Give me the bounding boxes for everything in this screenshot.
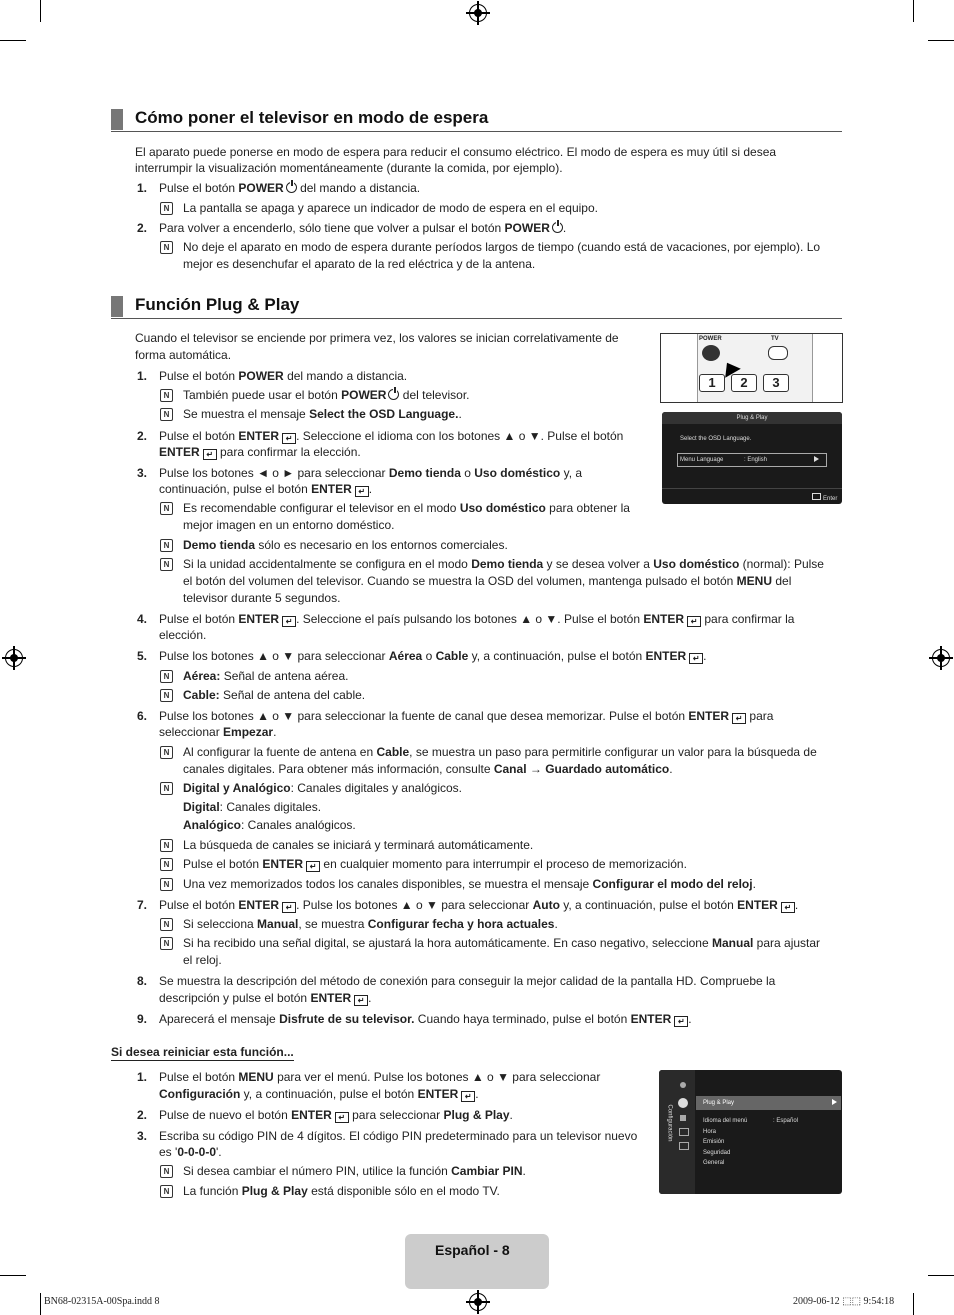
note-icon: N xyxy=(160,502,173,515)
registration-mark-icon xyxy=(469,4,487,22)
step-text: continuación, pulse el botón ENTER ↵ . xyxy=(159,482,373,496)
enter-icon: ↵ xyxy=(674,1016,688,1027)
menu-item-label: Plug & Play xyxy=(703,1100,735,1106)
step-number: 3. xyxy=(137,466,148,480)
note-text: Es recomendable configurar el televisor en el modo Uso doméstico para obtener la xyxy=(183,501,630,515)
step-text: seleccionar Empezar. xyxy=(159,725,277,739)
enter-icon: ↵ xyxy=(781,902,795,913)
note-icon: N xyxy=(160,1165,173,1178)
enter-icon: ↵ xyxy=(461,1091,475,1102)
note-text: Analógico: Canales analógicos. xyxy=(183,818,356,832)
key-1: 1 xyxy=(699,374,725,392)
input-icon xyxy=(679,1142,689,1150)
note-text: el reloj. xyxy=(183,953,222,967)
note-icon: N xyxy=(160,918,173,931)
crop-mark xyxy=(928,40,954,41)
note-text: Cable: Señal de antena del cable. xyxy=(183,688,366,702)
note-icon: N xyxy=(160,1185,173,1198)
crop-mark xyxy=(928,1275,954,1276)
note-text: el botón del volumen del televisor. Cuando se muestra la OSD del volumen, mantenga pulsado el botón MENU del xyxy=(183,574,792,588)
note-icon: N xyxy=(160,746,173,759)
note-text: Pulse el botón ENTER ↵ en cualquier momento para interrumpir el proceso de memorización. xyxy=(183,857,687,871)
note-icon: N xyxy=(160,937,173,950)
note-text: mejor imagen en un entorno doméstico. xyxy=(183,518,395,532)
paragraph: El aparato puede ponerse en modo de espera para reducir el consumo eléctrico. El modo de espera es muy útil si desea xyxy=(135,145,777,159)
power-icon xyxy=(286,182,297,193)
section-title: Función Plug & Play xyxy=(135,295,300,314)
note-icon: N xyxy=(160,782,173,795)
section-title: Cómo poner el televisor en modo de espera xyxy=(135,108,489,127)
power-icon xyxy=(552,222,563,233)
step-text: Pulse el botón MENU para ver el menú. Pulse los botones ▲ o ▼ para seleccionar xyxy=(159,1070,601,1084)
registration-mark-icon xyxy=(469,1293,487,1311)
enter-icon: ↵ xyxy=(335,1112,349,1123)
osd-label: Menu Language xyxy=(680,457,724,463)
note-text: Aérea: Señal de antena aérea. xyxy=(183,669,349,683)
menu-item-general[interactable]: General xyxy=(703,1160,725,1166)
step-number: 1. xyxy=(137,181,148,195)
step-text: Para volver a encenderlo, sólo tiene que volver a pulsar el botón POWER . xyxy=(159,221,567,235)
step-text: Pulse el botón POWER del mando a distancia. xyxy=(159,369,408,383)
arrow-right-icon xyxy=(832,1099,837,1105)
step-number: 6. xyxy=(137,709,148,723)
key-3: 3 xyxy=(763,374,789,392)
paragraph: Cuando el televisor se enciende por primera vez, los valores se inician correlativamente de xyxy=(135,331,619,345)
menu-item-language[interactable]: Idioma del menú xyxy=(703,1118,748,1124)
note-text: Al configurar la fuente de antena en Cable, se muestra un paso para permitirle configurar un valor para la búsqueda de xyxy=(183,745,817,759)
note-text: También puede usar el botón POWER del televisor. xyxy=(183,388,470,402)
crop-mark xyxy=(40,1293,41,1315)
step-text: Pulse el botón ENTER ↵ . Seleccione el idioma con los botones ▲ o ▼. Pulse el botón xyxy=(159,429,624,443)
note-icon: N xyxy=(160,539,173,552)
menu-item-value: : Español xyxy=(773,1118,799,1124)
step-number: 9. xyxy=(137,1012,148,1026)
step-number: 4. xyxy=(137,612,148,626)
paragraph: forma automática. xyxy=(135,348,232,362)
enter-icon: ↵ xyxy=(282,902,296,913)
paragraph: interrumpir la visualización momentáneamente (durante la comida, por ejemplo). xyxy=(135,161,563,175)
note-icon: N xyxy=(160,558,173,571)
note-icon: N xyxy=(160,858,173,871)
note-text: Digital: Canales digitales. xyxy=(183,800,322,814)
osd-enter-hint: Enter xyxy=(812,493,837,502)
osd-sidebar-label: Configuración xyxy=(666,1104,673,1142)
step-number: 2. xyxy=(137,221,148,235)
section-heading-standby xyxy=(111,109,842,132)
crop-mark xyxy=(0,1275,26,1276)
note-icon: N xyxy=(160,878,173,891)
power-icon xyxy=(388,389,399,400)
osd-value: : English xyxy=(744,457,768,463)
osd-prompt: Select the OSD Language. xyxy=(680,436,752,442)
note-icon: N xyxy=(160,202,173,215)
step-number: 8. xyxy=(137,974,148,988)
menu-item-broadcast[interactable]: Emisión xyxy=(703,1139,725,1145)
enter-icon: ↵ xyxy=(355,486,369,497)
step-text: Pulse el botón POWER del mando a distancia. xyxy=(159,181,421,195)
step-number: 2. xyxy=(137,429,148,443)
note-text: Digital y Analógico: Canales digitales y analógicos. xyxy=(183,781,463,795)
step-text: ENTER ↵ para confirmar la elección. xyxy=(159,445,361,459)
step-text: Pulse los botones ◄ o ► para seleccionar Demo tienda o Uso doméstico y, a xyxy=(159,466,583,480)
step-text: Pulse de nuevo el botón ENTER ↵ para seleccionar Plug & Play. xyxy=(159,1108,513,1122)
note-text: La búsqueda de canales se iniciará y terminará automáticamente. xyxy=(183,838,534,852)
note-text: televisor durante 5 segundos. xyxy=(183,591,341,605)
registration-mark-icon xyxy=(5,649,23,667)
crop-mark xyxy=(40,0,41,22)
step-text: Pulse el botón ENTER ↵ . Pulse los botones ▲ o ▼ para seleccionar Auto y, a continuación, pulse el botón ENTER ↵ . xyxy=(159,898,799,912)
step-number: 7. xyxy=(137,898,148,912)
sound-icon xyxy=(680,1115,686,1121)
note-icon: N xyxy=(160,689,173,702)
tv-label: TV xyxy=(771,336,779,342)
note-icon: N xyxy=(160,389,173,402)
note-text: Se muestra el mensaje Select the OSD Language.. xyxy=(183,407,462,421)
gear-icon xyxy=(678,1098,688,1108)
imprint-date: 2009-06-12 ⬚⬚ 9:54:18 xyxy=(793,1296,895,1307)
key-2: 2 xyxy=(731,374,757,392)
step-number: 3. xyxy=(137,1129,148,1143)
note-text: Si selecciona Manual, se muestra Configurar fecha y hora actuales. xyxy=(183,917,558,931)
tv-button-icon xyxy=(768,346,788,360)
note-text: Una vez memorizados todos los canales disponibles, se muestra el mensaje Configurar el modo del reloj. xyxy=(183,877,756,891)
enter-icon: ↵ xyxy=(732,713,746,724)
step-text: Aparecerá el mensaje Disfrute de su televisor. Cuando haya terminado, pulse el botón ENTER ↵ . xyxy=(159,1012,692,1026)
step-number: 2. xyxy=(137,1108,148,1122)
note-text: mejor es desenchufar el aparato de la red eléctrica y de la antena. xyxy=(183,257,536,271)
remote-illustration xyxy=(660,333,843,403)
page-number-tab xyxy=(405,1234,549,1289)
enter-icon: ↵ xyxy=(689,653,703,664)
power-button-icon xyxy=(702,345,720,361)
enter-icon: ↵ xyxy=(203,449,217,460)
step-number: 1. xyxy=(137,369,148,383)
crop-mark xyxy=(913,1293,914,1315)
note-icon: N xyxy=(160,241,173,254)
crop-mark xyxy=(0,40,26,41)
note-text: canales digitales. Para obtener más información, consulte Canal → Guardado automático. xyxy=(183,762,673,776)
enter-icon: ↵ xyxy=(282,433,296,444)
note-icon: N xyxy=(160,839,173,852)
note-icon: N xyxy=(160,670,173,683)
enter-icon: ↵ xyxy=(306,861,320,872)
enter-icon: ↵ xyxy=(354,995,368,1006)
osd-plug-and-play xyxy=(662,412,842,504)
picture-icon xyxy=(680,1082,686,1088)
step-text: elección. xyxy=(159,628,207,642)
step-text: Configuración y, a continuación, pulse el botón ENTER ↵ . xyxy=(159,1087,479,1101)
osd-setup-menu xyxy=(659,1070,842,1194)
enter-icon xyxy=(812,493,821,500)
note-text: La función Plug & Play está disponible sólo en el modo TV. xyxy=(183,1184,500,1198)
step-number: 5. xyxy=(137,649,148,663)
note-text: Si desea cambiar el número PIN, utilice la función Cambiar PIN. xyxy=(183,1164,526,1178)
imprint-file: BN68-02315A-00Spa.indd 8 xyxy=(44,1296,160,1307)
osd-title: Plug & Play xyxy=(736,415,768,421)
page-number: Español - 8 xyxy=(435,1242,510,1258)
note-text: La pantalla se apaga y aparece un indicador de modo de espera en el equipo. xyxy=(183,201,598,215)
enter-icon: ↵ xyxy=(687,616,701,627)
subheading-reset: Si desea reiniciar esta función... xyxy=(111,1045,294,1059)
step-text: es '0-0-0-0'. xyxy=(159,1145,222,1159)
enter-icon: ↵ xyxy=(282,616,296,627)
step-text: descripción y pulse el botón ENTER ↵ . xyxy=(159,991,372,1005)
note-text: Si ha recibido una señal digital, se ajustará la hora automáticamente. En caso negativo, seleccione Manual para ajustar xyxy=(183,936,821,950)
note-text: Si la unidad accidentalmente se configura en el modo Demo tienda y se desea volver a Uso doméstico (normal): Pulse xyxy=(183,557,824,571)
step-number: 1. xyxy=(137,1070,148,1084)
step-text: Pulse el botón ENTER ↵ . Seleccione el país pulsando los botones ▲ o ▼. Pulse el botón ENTER ↵ para confirmar la xyxy=(159,612,795,626)
menu-item-security[interactable]: Seguridad xyxy=(703,1150,731,1156)
step-text: Se muestra la descripción del método de conexión para conseguir la mejor calidad de la pantalla HD. Compruebe la xyxy=(159,974,776,988)
menu-item-time[interactable]: Hora xyxy=(703,1129,717,1135)
arrow-right-icon xyxy=(814,456,819,462)
note-text: Demo tienda sólo es necesario en los entornos comerciales. xyxy=(183,538,508,552)
note-icon: N xyxy=(160,408,173,421)
power-label: POWER xyxy=(699,336,722,342)
step-text: Escriba su código PIN de 4 dígitos. El código PIN predeterminado para un televisor nuevo xyxy=(159,1129,638,1143)
step-text: Pulse los botones ▲ o ▼ para seleccionar la fuente de canal que desea memorizar. Pulse el botón ENTER ↵ para xyxy=(159,709,774,723)
channel-icon xyxy=(679,1128,689,1136)
registration-mark-icon xyxy=(932,649,950,667)
crop-mark xyxy=(913,0,914,22)
note-text: No deje el aparato en modo de espera durante períodos largos de tiempo (cuando está de vacaciones, por ejemplo). Lo xyxy=(183,240,821,254)
step-text: Pulse los botones ▲ o ▼ para seleccionar Aérea o Cable y, a continuación, pulse el botón ENTER ↵ . xyxy=(159,649,707,663)
section-heading-plug-and-play xyxy=(111,296,842,319)
